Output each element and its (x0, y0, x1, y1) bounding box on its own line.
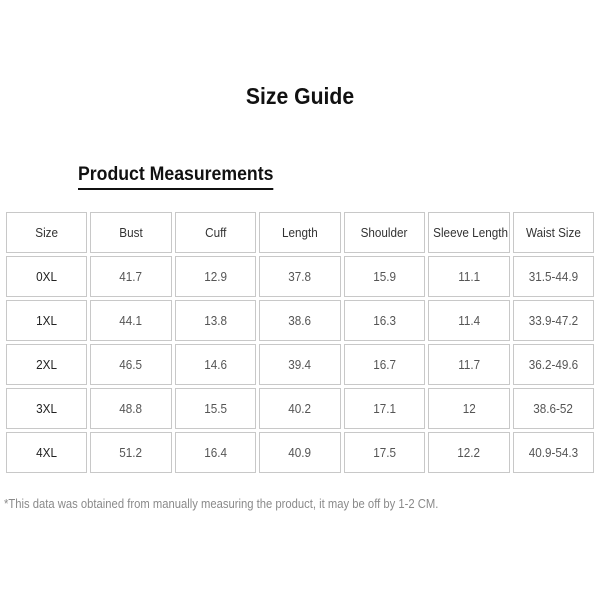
column-header: Size (6, 212, 87, 253)
size-cell: 0XL (6, 256, 87, 297)
table-cell: 40.2 (259, 388, 340, 429)
column-header: Waist Size (513, 212, 594, 253)
table-cell: 12.2 (428, 432, 509, 473)
column-header: Sleeve Length (428, 212, 509, 253)
table-cell: 48.8 (90, 388, 171, 429)
table-cell: 38.6 (259, 300, 340, 341)
table-cell: 31.5-44.9 (513, 256, 594, 297)
table-cell: 14.6 (175, 344, 256, 385)
column-header: Length (259, 212, 340, 253)
size-cell: 3XL (6, 388, 87, 429)
table-cell: 13.8 (175, 300, 256, 341)
table-cell: 17.5 (344, 432, 425, 473)
table-cell: 41.7 (90, 256, 171, 297)
table-cell: 40.9-54.3 (513, 432, 594, 473)
table-row (6, 256, 594, 297)
table-cell: 51.2 (90, 432, 171, 473)
column-header: Bust (90, 212, 171, 253)
size-cell: 2XL (6, 344, 87, 385)
table-cell: 16.3 (344, 300, 425, 341)
size-cell: 4XL (6, 432, 87, 473)
column-header: Shoulder (344, 212, 425, 253)
table-cell: 17.1 (344, 388, 425, 429)
table-cell: 38.6-52 (513, 388, 594, 429)
table-row (6, 344, 594, 385)
table-row (6, 432, 594, 473)
column-header: Cuff (175, 212, 256, 253)
table-row (6, 388, 594, 429)
table-row (6, 300, 594, 341)
table-cell: 44.1 (90, 300, 171, 341)
table-cell: 15.5 (175, 388, 256, 429)
measurement-disclaimer: *This data was obtained from manually measuring the product, it may be off by 1-2 CM. (4, 497, 439, 511)
table-cell: 16.4 (175, 432, 256, 473)
table-cell: 46.5 (90, 344, 171, 385)
table-cell: 15.9 (344, 256, 425, 297)
table-cell: 33.9-47.2 (513, 300, 594, 341)
table-cell: 16.7 (344, 344, 425, 385)
table-cell: 36.2-49.6 (513, 344, 594, 385)
table-cell: 12.9 (175, 256, 256, 297)
table-cell: 11.7 (428, 344, 509, 385)
table-cell: 12 (428, 388, 509, 429)
size-cell: 1XL (6, 300, 87, 341)
section-heading: Product Measurements (78, 164, 273, 190)
size-table (3, 209, 597, 476)
page-title: Size Guide (245, 83, 355, 109)
table-cell: 11.4 (428, 300, 509, 341)
table-cell: 37.8 (259, 256, 340, 297)
table-cell: 40.9 (259, 432, 340, 473)
table-cell: 11.1 (428, 256, 509, 297)
table-header-row (6, 212, 594, 253)
table-cell: 39.4 (259, 344, 340, 385)
